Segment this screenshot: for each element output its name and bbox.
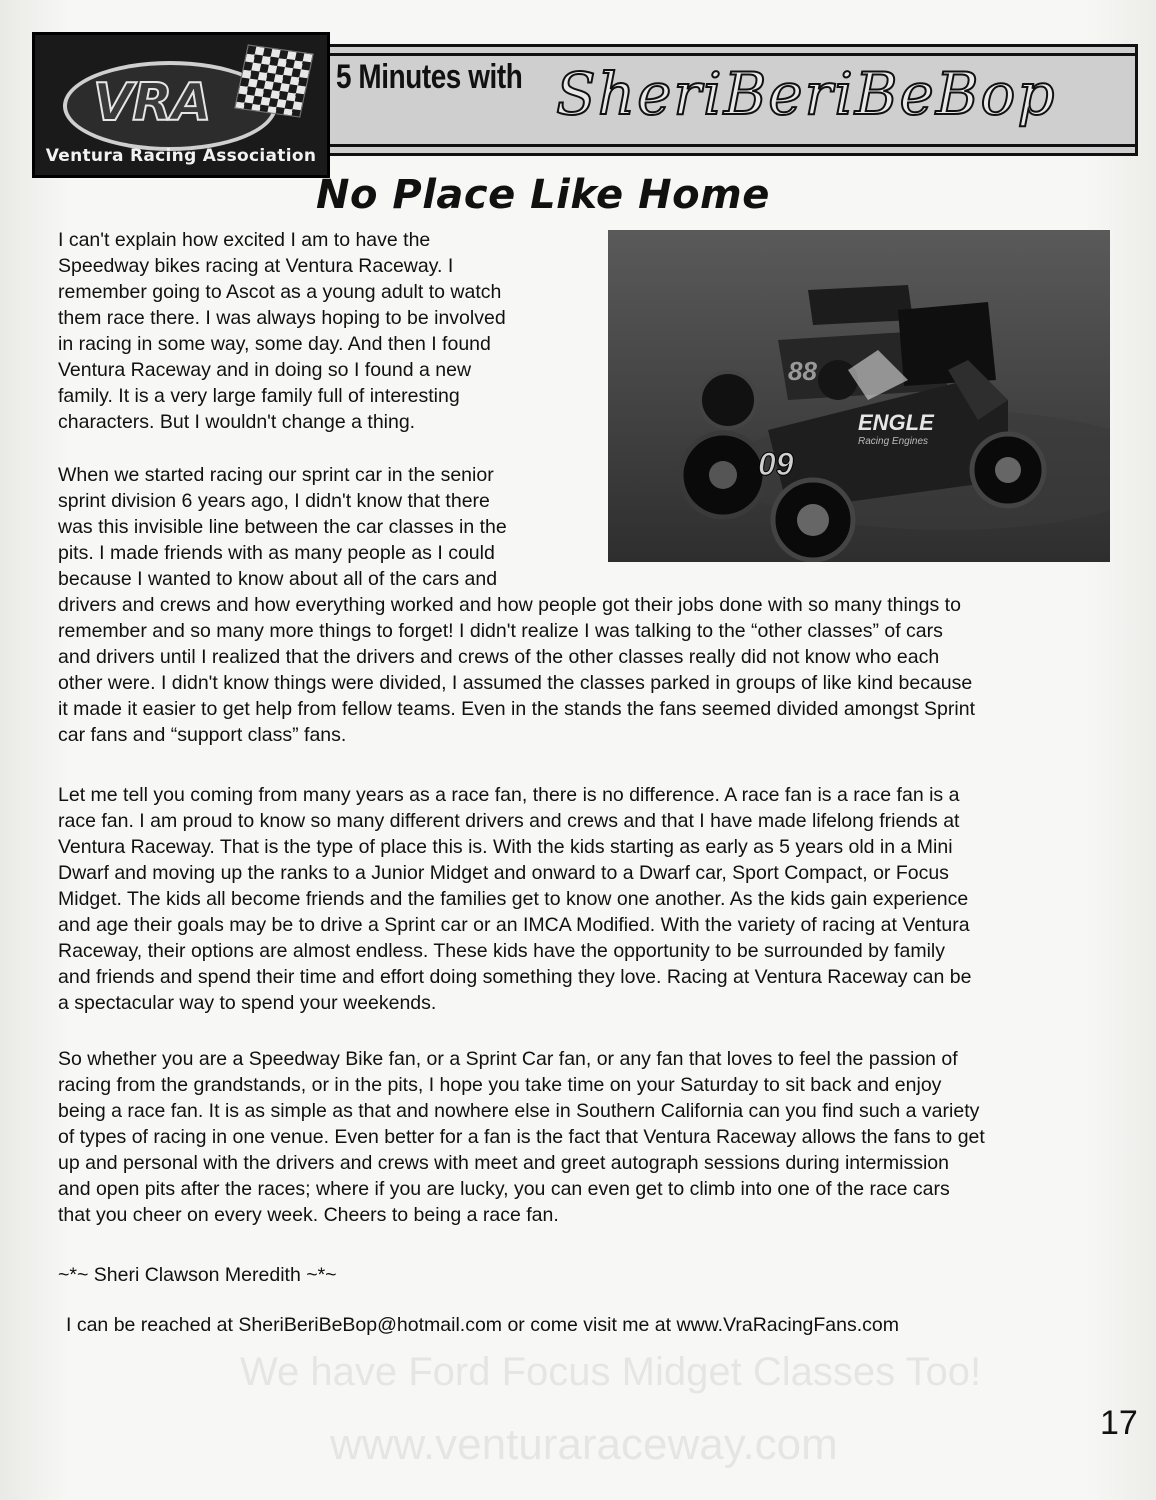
article-line: car fans and “support class” fans. bbox=[58, 724, 347, 746]
article-paragraph-4 bbox=[58, 1046, 1128, 1228]
article-line: Dwarf and moving up the ranks to a Junior Midget and onward to a Dwarf car, Sport Compact, or Focus bbox=[58, 862, 949, 884]
article-line: race fan. I am proud to know so many different drivers and crews and that I have made lifelong friends at bbox=[58, 810, 960, 832]
article-headline: No Place Like Home bbox=[316, 172, 770, 218]
checkered-flag-icon bbox=[234, 44, 314, 117]
article-line: drivers and crews and how everything worked and how people got their jobs done with so many things to bbox=[58, 594, 961, 616]
article-line: that you cheer on every week. Cheers to being a race fan. bbox=[58, 1204, 559, 1226]
article-line: Ventura Raceway. That is the type of place this is. With the kids starting as early as 5 years old in a Mini bbox=[58, 836, 953, 858]
article-line: characters. But I wouldn't change a thing. bbox=[58, 411, 416, 433]
article-line: Raceway, their options are almost endless. These kids have the opportunity to be surrounded by family bbox=[58, 940, 946, 962]
article-line: sprint division 6 years ago, I didn't know that there bbox=[58, 490, 490, 512]
car-number: 09 bbox=[758, 446, 794, 482]
article-line: When we started racing our sprint car in the senior bbox=[58, 464, 494, 486]
article-line: being a race fan. It is as simple as that and nowhere else in Southern California can you find such a variety bbox=[58, 1100, 980, 1122]
article-line: remember and so many more things to forget! I didn't realize I was talking to the “other classes” of cars bbox=[58, 620, 943, 642]
article-paragraph-3 bbox=[58, 782, 1128, 1016]
article-line: pits. I made friends with as many people as I could bbox=[58, 542, 495, 564]
article-line: racing from the grandstands, or in the pits, I hope you take time on your Saturday to sit back and enjoy bbox=[58, 1074, 942, 1096]
article-line: up and personal with the drivers and crews with meet and greet autograph sessions during intermission bbox=[58, 1152, 949, 1174]
article-paragraph-1 bbox=[58, 227, 598, 435]
article-line: and friends and spend their time and effort doing something they love. Racing at Ventura Raceway can be bbox=[58, 966, 972, 988]
article-line: and open pits after the races; where if you are lucky, you can even get to climb into one of the race cars bbox=[58, 1178, 950, 1200]
article-line: Let me tell you coming from many years as a race fan, there is no difference. A race fan is a race fan is a bbox=[58, 784, 960, 806]
article-line: I can't explain how excited I am to have the bbox=[58, 229, 431, 251]
article-line: them race there. I was always hoping to be involved bbox=[58, 307, 506, 329]
article-line: Ventura Raceway and in doing so I found a new bbox=[58, 359, 472, 381]
logo-subtitle: Ventura Racing Association bbox=[45, 146, 317, 166]
svg-text:88: 88 bbox=[788, 356, 817, 386]
article-paragraph-2 bbox=[58, 462, 1128, 748]
article-line: So whether you are a Speedway Bike fan, or a Sprint Car fan, or any fan that loves to feel the passion of bbox=[58, 1048, 958, 1070]
article-line: Midget. The kids all become friends and the families get to know one another. As the kids gain experience bbox=[58, 888, 969, 910]
sponsor-subtitle: Racing Engines bbox=[858, 436, 929, 447]
sponsor-name: ENGLE bbox=[858, 410, 934, 435]
article-line: in racing in some way, some day. And then I found bbox=[58, 333, 491, 355]
article-line: Speedway bikes racing at Ventura Raceway. I bbox=[58, 255, 454, 277]
article-line: family. It is a very large family full of interesting bbox=[58, 385, 460, 407]
article-line: other were. I didn't know things were divided, I assumed the classes parked in groups of like kind because bbox=[58, 672, 973, 694]
page-number: 17 bbox=[1100, 1404, 1138, 1442]
article-line: and age their goals may be to drive a Sprint car or an IMCA Modified. With the variety of racing at Ventura bbox=[58, 914, 970, 936]
author-signature: ~*~ Sheri Clawson Meredith ~*~ bbox=[58, 1264, 337, 1286]
article-line: of types of racing in one venue. Even better for a fan is the fact that Ventura Raceway allows the fans to get bbox=[58, 1126, 985, 1148]
article-line: remember going to Ascot as a young adult to watch bbox=[58, 281, 502, 303]
article-line: a spectacular way to spend your weekends. bbox=[58, 992, 437, 1014]
vra-logo bbox=[32, 32, 330, 178]
article-line: was this invisible line between the car classes in the bbox=[58, 516, 507, 538]
logo-wordmark: VRA bbox=[93, 73, 211, 133]
article-line: it made it easier to get help from fellow teams. Even in the stands the fans seemed divided amongst Sprint bbox=[58, 698, 975, 720]
column-title: 5 Minutes with bbox=[336, 58, 523, 96]
article-line: because I wanted to know about all of the cars and bbox=[58, 568, 498, 590]
contact-line: I can be reached at SheriBeriBeBop@hotmail.com or come visit me at www.VraRacingFans.com bbox=[66, 1314, 900, 1336]
columnist-name: SheriBeriBeBop bbox=[556, 60, 1057, 128]
article-line: and drivers until I realized that the drivers and crews of the other classes really did not know who each bbox=[58, 646, 940, 668]
